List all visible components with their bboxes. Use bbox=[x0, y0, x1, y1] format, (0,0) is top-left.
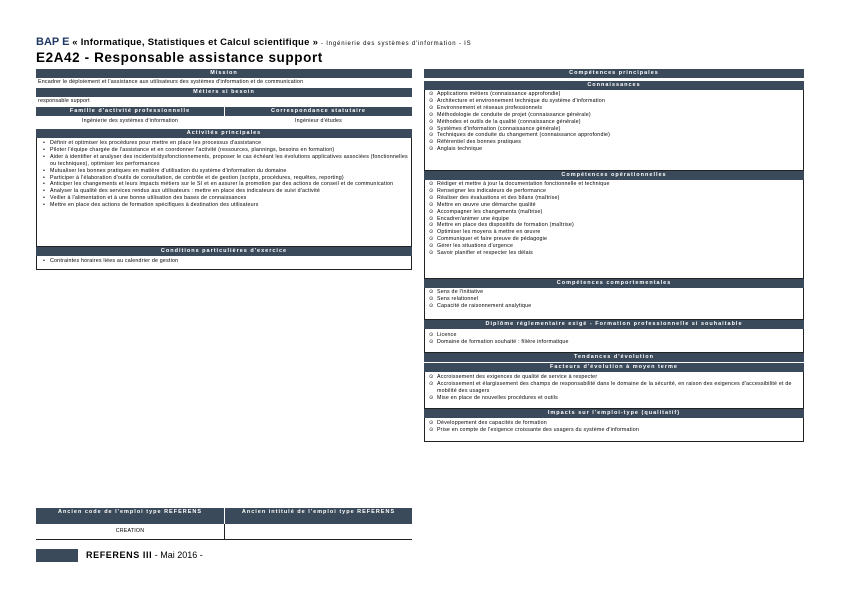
mission-title: Mission bbox=[36, 69, 412, 78]
list-item: • Mutualiser les bonnes pratiques en matière d'utilisation du système d'information du domaine bbox=[50, 168, 409, 175]
impacts-list bbox=[428, 420, 801, 434]
footer-brand: REFERENS III bbox=[86, 550, 153, 560]
document-header bbox=[36, 36, 471, 48]
list-item: • Veiller à l'alimentation et à une bonne utilisation des bases de connaissances bbox=[50, 195, 409, 202]
facteurs-title: Facteurs d'évolution à moyen terme bbox=[424, 363, 804, 372]
famille-header: Famille d'activité professionnelle bbox=[36, 107, 224, 116]
diplome-box bbox=[424, 329, 804, 353]
list-item: ⊙ Techniques de conduite du changement (connaissance approfondie) bbox=[437, 132, 801, 139]
bap-domain: « Informatique, Statistiques et Calcul scientifique » bbox=[72, 37, 319, 48]
list-item: • Piloter l'équipe chargée de l'assistance et en coordonner l'activité (ressources, plannings, besoins en formation) bbox=[50, 147, 409, 154]
list-item: • Aider à identifier et analyser des incidents/dysfonctionnements, proposer le cas échéant les évolutions applicatives associées (fonctionnelles ou techniques), optimiser les performances bbox=[50, 154, 409, 168]
list-item: ⊙ Mise en place de nouvelles procédures et outils bbox=[437, 395, 801, 402]
corresp-value: Ingénieur d'études bbox=[294, 118, 343, 124]
list-item: ⊙ Prise en compte de l'exigence croissante des usagers du système d'information bbox=[437, 427, 801, 434]
ancien-code-header: Ancien code de l'emploi type REFERENS bbox=[36, 508, 224, 524]
list-item: ⊙ Architecture et environnement technique du système d'information bbox=[437, 98, 801, 105]
list-item: • Analyser la qualité des services rendus aux utilisateurs : mettre en place des indicateurs de suivi d'activité bbox=[50, 188, 409, 195]
activites-box bbox=[36, 138, 412, 247]
list-item: ⊙ Sens relationnel bbox=[437, 296, 801, 303]
list-item: ⊙ Gérer les situations d'urgence bbox=[437, 243, 801, 250]
list-item: • Contraintes horaires liées au calendrier de gestion bbox=[50, 258, 409, 265]
footer-bar bbox=[36, 549, 78, 562]
competences-title: Compétences principales bbox=[424, 69, 804, 78]
list-item: ⊙ Accroissement des exigences de qualité de service à respecter bbox=[437, 374, 801, 381]
list-item: ⊙ Environnement et réseaux professionnels bbox=[437, 105, 801, 112]
famille-value: Ingénierie des systèmes d'information bbox=[81, 118, 179, 124]
connaissances-title: Connaissances bbox=[424, 81, 804, 90]
footer-date: - Mai 2016 - bbox=[154, 550, 203, 560]
metiers-title: Métiers si besoin bbox=[36, 88, 412, 97]
list-item: ⊙ Systèmes d'information (connaissance générale) bbox=[437, 126, 801, 133]
comportementales-title: Compétences comportementales bbox=[424, 279, 804, 288]
impacts-title: Impacts sur l'emploi-type (qualitatif) bbox=[424, 409, 804, 418]
list-item: • Anticiper les changements et leurs impacts métiers sur le SI et en assurer la promotion par des actions de conseil et de communication bbox=[50, 181, 409, 188]
list-item: ⊙ Capacité de raisonnement analytique bbox=[437, 303, 801, 310]
list-item: • Mettre en place des actions de formation spécifiques à destination des utilisateurs bbox=[50, 202, 409, 209]
comportementales-list bbox=[428, 289, 801, 310]
comportementales-box bbox=[424, 288, 804, 320]
conditions-title: Conditions particulières d'exercice bbox=[36, 247, 412, 256]
list-item: ⊙ Applications métiers (connaissance approfondie) bbox=[437, 91, 801, 98]
list-item: • Définir et optimiser les procédures pour mettre en place les processus d'assistance bbox=[50, 140, 409, 147]
activites-list bbox=[42, 140, 409, 209]
referens-table bbox=[36, 508, 412, 540]
list-item: ⊙ Licence bbox=[437, 332, 801, 339]
operationnelles-box bbox=[424, 180, 804, 279]
ancien-code-value: CREATION bbox=[115, 528, 145, 534]
list-item: ⊙ Savoir planifier et respecter les délais bbox=[437, 250, 801, 257]
list-item: ⊙ Réaliser des évaluations et des bilans (maîtrise) bbox=[437, 195, 801, 202]
conditions-box bbox=[36, 256, 412, 270]
connaissances-list bbox=[428, 91, 801, 153]
list-item: ⊙ Méthodes et outils de la qualité (connaissance générale) bbox=[437, 119, 801, 126]
tendances-title: Tendances d'évolution bbox=[424, 353, 804, 362]
list-item: ⊙ Communiquer et faire preuve de pédagogie bbox=[437, 236, 801, 243]
activites-title: Activités principales bbox=[36, 129, 412, 138]
list-item: ⊙ Mettre en œuvre une démarche qualité bbox=[437, 202, 801, 209]
list-item: ⊙ Développement des capacités de formation bbox=[437, 420, 801, 427]
footer bbox=[86, 549, 203, 562]
list-item: • Participer à l'élaboration d'outils de consultation, de contrôle et de gestion (scripts, procédures, requêtes, reporting) bbox=[50, 175, 409, 182]
list-item: ⊙ Accroissement et élargissement des champs de responsabilité dans le domaine de la sécurité, en raison des exigences d'accessibilité et de mobilité des usagers bbox=[437, 381, 801, 395]
impacts-box bbox=[424, 418, 804, 442]
facteurs-list bbox=[428, 374, 801, 402]
corresp-header: Correspondance statutaire bbox=[225, 107, 412, 116]
list-item: ⊙ Renseigner les indicateurs de performance bbox=[437, 188, 801, 195]
list-item: ⊙ Accompagner les changements (maîtrise) bbox=[437, 209, 801, 216]
bap-subtitle: - Ingénierie des systèmes d'information - IS bbox=[321, 41, 472, 47]
list-item: ⊙ Mettre en place des dispositifs de formation (maîtrise) bbox=[437, 222, 801, 229]
facteurs-box bbox=[424, 372, 804, 409]
list-item: ⊙ Sens de l'initiative bbox=[437, 289, 801, 296]
famille-table bbox=[36, 107, 412, 128]
conditions-list bbox=[42, 258, 409, 265]
list-item: ⊙ Anglais technique bbox=[437, 146, 801, 153]
ancien-intitule-header: Ancien intitulé de l'emploi type REFERENS bbox=[225, 508, 412, 524]
metiers-text: responsable support bbox=[38, 98, 90, 104]
table-divider bbox=[224, 524, 225, 540]
list-item: ⊙ Référentiel des bonnes pratiques bbox=[437, 139, 801, 146]
connaissances-box bbox=[424, 90, 804, 171]
list-item: ⊙ Méthodologie de conduite de projet (connaissance générale) bbox=[437, 112, 801, 119]
bap-code: BAP E bbox=[36, 36, 70, 48]
diplome-list bbox=[428, 332, 801, 346]
list-item: ⊙ Rédiger et mettre à jour la documentation fonctionnelle et technique bbox=[437, 181, 801, 188]
list-item: ⊙ Encadrer/animer une équipe bbox=[437, 216, 801, 223]
left-column bbox=[36, 69, 412, 270]
operationnelles-title: Compétences opérationnelles bbox=[424, 171, 804, 180]
mission-text: Encadrer le déploiement et l'assistance aux utilisateurs des systèmes d'information et de communication bbox=[38, 79, 304, 85]
diplome-title: Diplôme réglementaire exigé - Formation professionnelle si souhaitable bbox=[424, 320, 804, 329]
right-column bbox=[424, 69, 804, 442]
operationnelles-list bbox=[428, 181, 801, 257]
list-item: ⊙ Domaine de formation souhaité : filière informatique bbox=[437, 339, 801, 346]
page-title: E2A42 - Responsable assistance support bbox=[36, 50, 323, 65]
list-item: ⊙ Optimiser les moyens à mettre en œuvre bbox=[437, 229, 801, 236]
